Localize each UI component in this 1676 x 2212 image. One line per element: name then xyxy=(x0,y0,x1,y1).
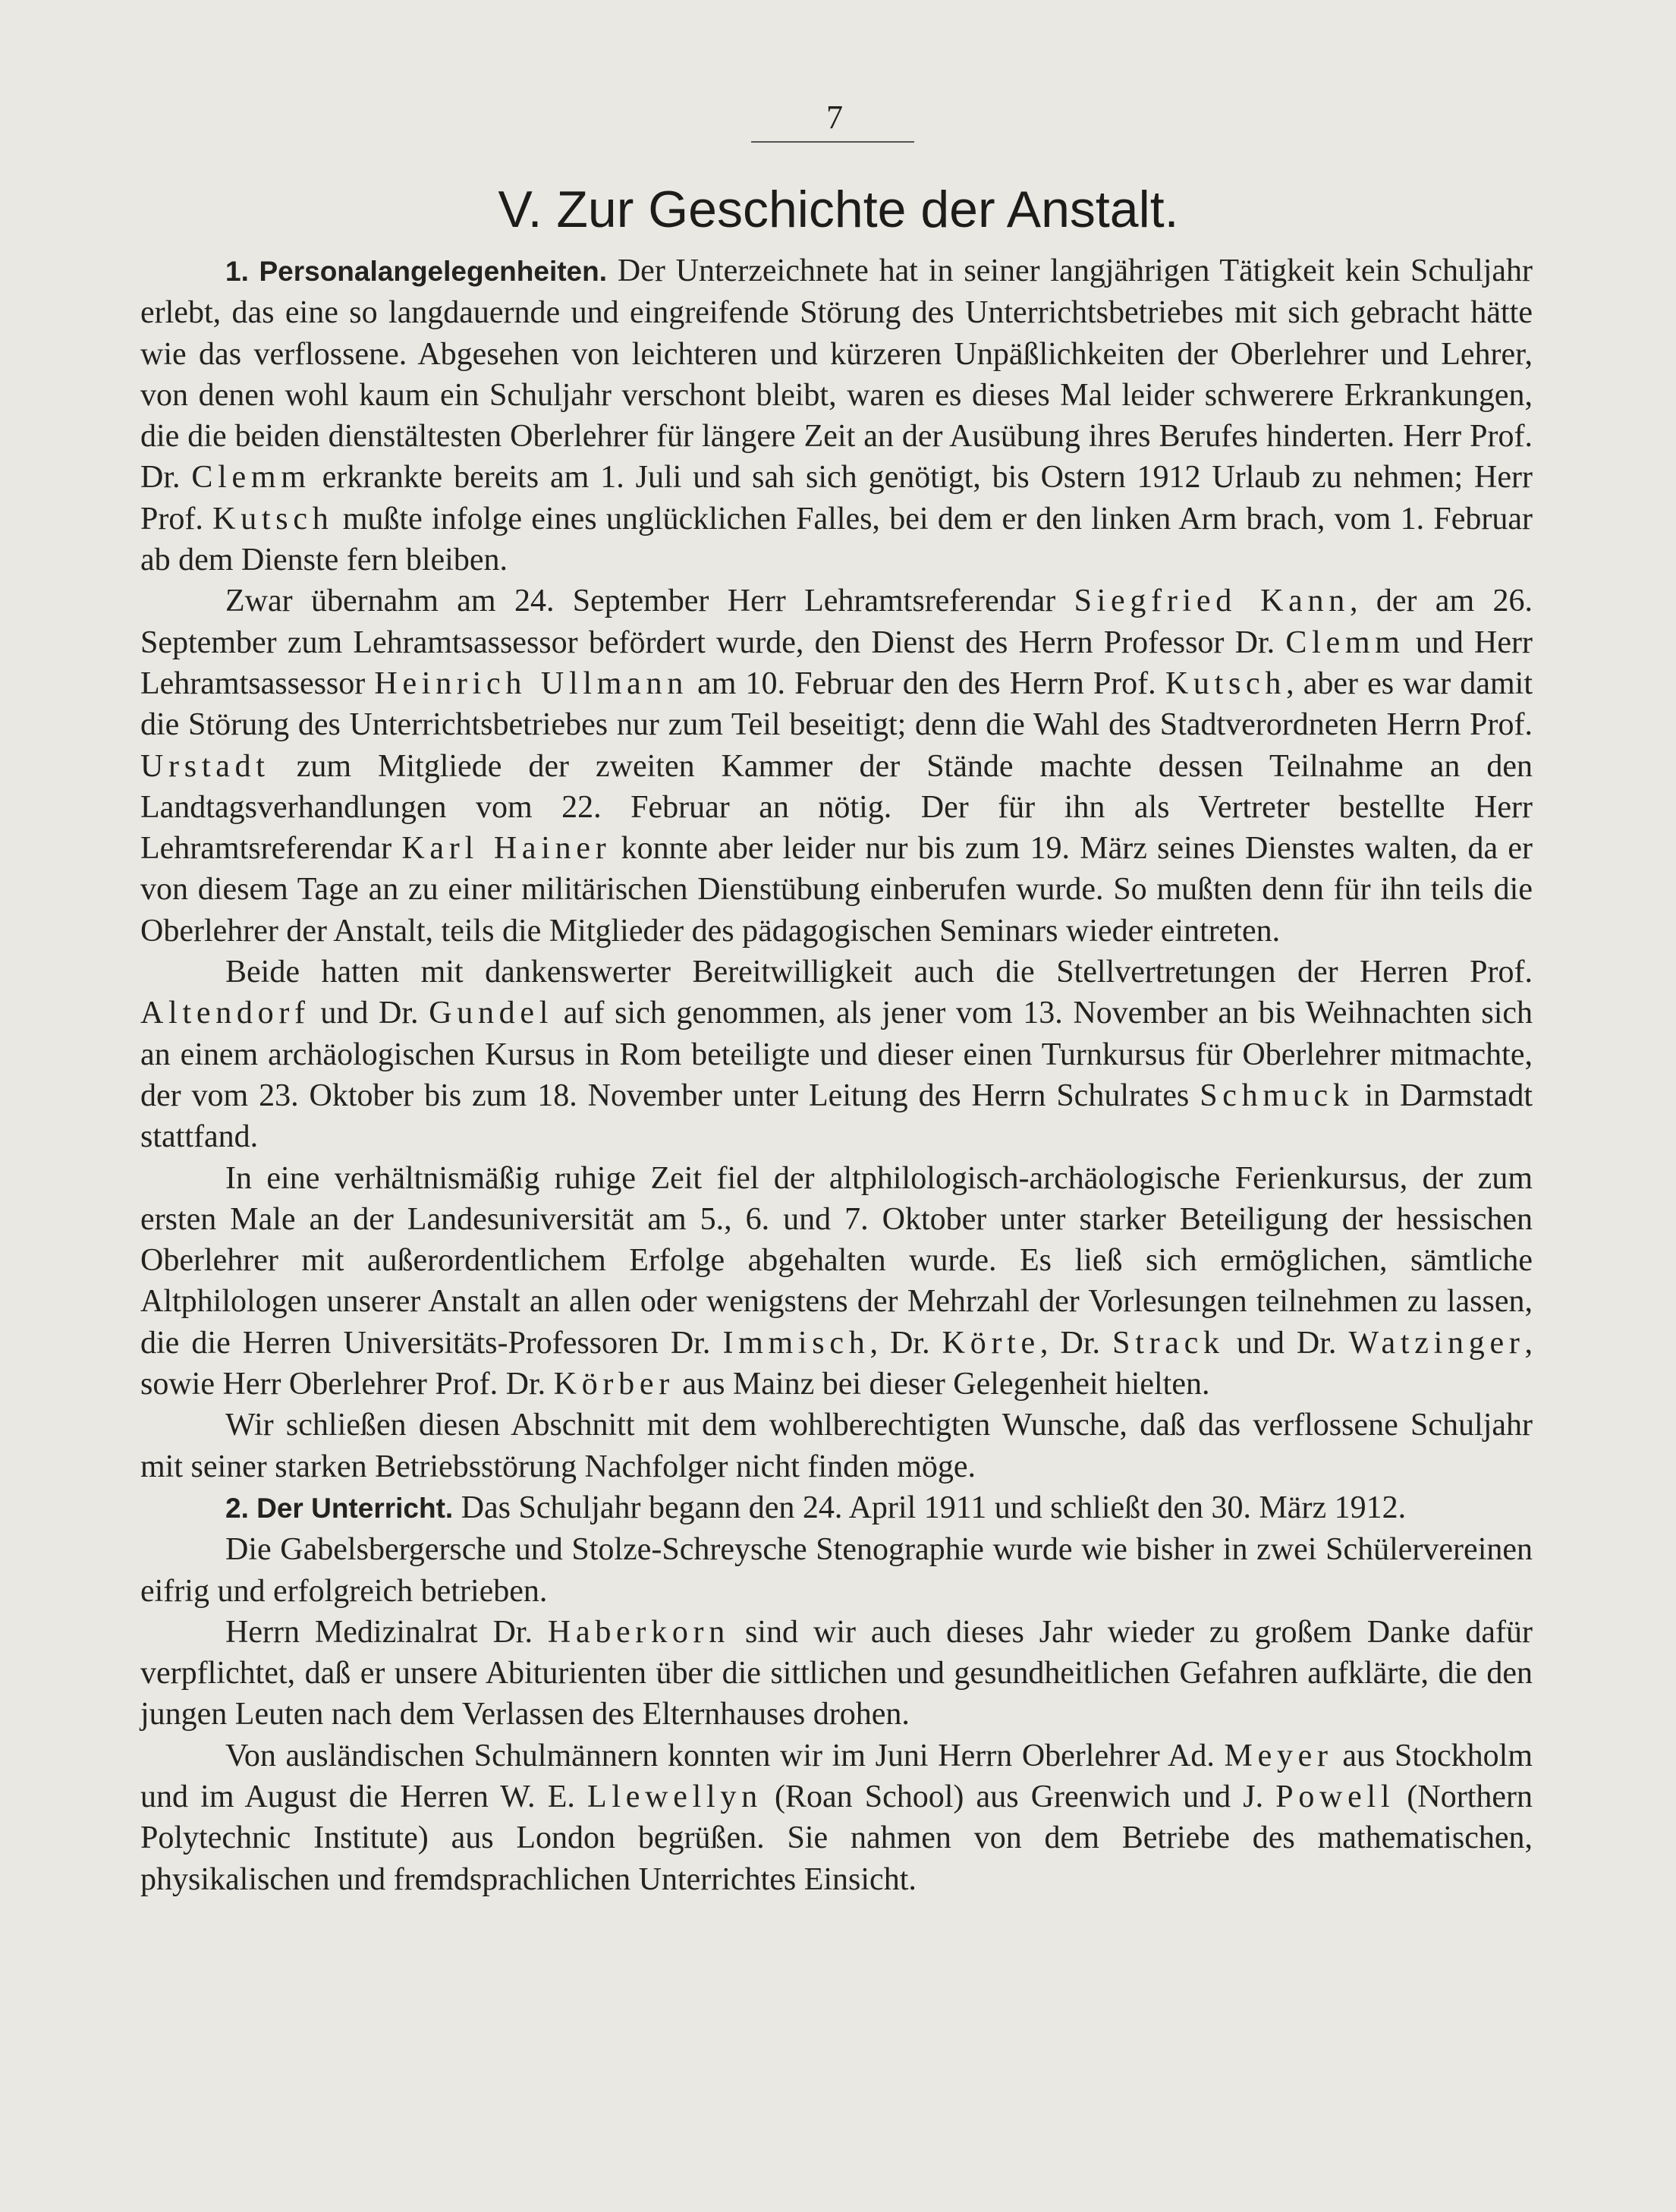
person-name: Gundel xyxy=(429,996,554,1031)
text-run: , aber es war damit die Störung des Unterrichtsbetriebes nur zum Teil beseitigt; denn die Wahl des Stadtverordneten Herrn Prof. xyxy=(140,665,1533,743)
text-run: zum Mitgliede der zweiten Kammer der Stände machte dessen Teilnahme an den Landtagsverhandlungen vom 22. Februar an nötig. Der für ihn als Vertreter bestellte Herr Lehramtsreferendar xyxy=(140,748,1533,867)
person-name: Haberkorn xyxy=(547,1614,730,1650)
text-run: auf sich genommen, als jener vom 13. November an bis Weihnachten sich an einem archäologischen Kursus in Rom beteiligte und dieser einen Turnkursus für Oberlehrer mitmachte, der vom 23. Oktober bis zum 18. November unter Leitung des Herrn Schulrates xyxy=(140,996,1533,1113)
paragraph xyxy=(140,1487,1533,1529)
section-title: 2. Der Unterricht. xyxy=(225,1492,454,1524)
text-run: mußte infolge eines unglücklichen Falles, bei dem er den linken Arm brach, vom 1. Februar ab dem Dienste fern bleiben. xyxy=(140,501,1533,578)
text-run: und Dr. xyxy=(310,996,429,1031)
body-text xyxy=(140,250,1533,1900)
person-name: Karl Hainer xyxy=(401,831,612,867)
section-title: 1. Personalangelegenheiten. xyxy=(225,256,608,287)
text-run: Herrn Medizinalrat Dr. xyxy=(225,1614,548,1650)
text-run: erkrankte bereits am 1. Juli und sah sich genötigt, bis Ostern 1912 Urlaub zu nehmen; Herr Prof. xyxy=(140,460,1533,536)
text-run: und Herr Lehramtsassessor xyxy=(140,625,1533,701)
person-name: Clemm xyxy=(1285,625,1405,660)
paragraph xyxy=(140,581,1533,952)
text-run: Der Unterzeichnete hat in seiner langjährigen Tätigkeit kein Schuljahr erlebt, das eine so langdauernde und eingreifende Störung des Unterrichtsbetriebes mit sich gebracht hätte wie das verflossene. Abgesehen von leichteren und kürzeren Unpäßlichkeiten der Oberlehrer und Lehrer, von denen wohl kaum ein Schuljahr verschont bleibt, waren es dieses Mal leider schwerere Erkrankungen, die die beiden dienstältesten Oberlehrer für längere Zeit an der Ausübung ihres Berufes hinderten. Herr Prof. Dr. xyxy=(140,253,1533,496)
paragraph xyxy=(140,952,1533,1157)
text-run: , sowie Herr Oberlehrer Prof. Dr. xyxy=(140,1325,1533,1402)
paragraph xyxy=(140,1735,1533,1900)
person-name: Strack xyxy=(1112,1325,1225,1361)
person-name: Clemm xyxy=(191,460,311,496)
text-run: in Darmstadt stattfand. xyxy=(140,1078,1533,1155)
person-name: Heinrich Ullmann xyxy=(374,665,688,701)
person-name: Siegfried Kann xyxy=(1074,584,1350,619)
paragraph xyxy=(140,250,1533,581)
text-run: aus Mainz bei dieser Gelegenheit hielten. xyxy=(674,1367,1210,1402)
paragraph xyxy=(140,1612,1533,1735)
text-run: Die Gabelsbergersche und Stolze-Schreysche Stenographie wurde wie bisher in zwei Schülervereinen eifrig und erfolgreich betrieben. xyxy=(140,1532,1533,1609)
text-run: , Dr. xyxy=(1039,1325,1113,1361)
person-name: Llewellyn xyxy=(587,1779,763,1814)
text-run: , der am 26. September zum Lehramtsassessor befördert wurde, den Dienst des Herrn Professor Dr. xyxy=(140,584,1533,660)
text-run: aus Stockholm und im August die Herren W. E. xyxy=(140,1738,1533,1814)
person-name: Meyer xyxy=(1224,1738,1333,1773)
paragraph xyxy=(140,1405,1533,1487)
text-run: (Northern Polytechnic Institute) aus London begrüßen. Sie nahmen von dem Betriebe des mathematischen, physikalischen und fremdsprachlichen Unterrichtes Einsicht. xyxy=(140,1779,1533,1897)
text-run: Wir schließen diesen Abschnitt mit dem wohlberechtigten Wunsche, daß das verflossene Schuljahr mit seiner starken Betriebsstörung Nachfolger nicht finden möge. xyxy=(140,1408,1533,1484)
person-name: Immisch xyxy=(722,1325,870,1361)
person-name: Watzinger xyxy=(1348,1325,1525,1361)
person-name: Altendorf xyxy=(140,996,310,1031)
text-run: (Roan School) aus Greenwich und J. xyxy=(762,1779,1276,1814)
person-name: Schmuck xyxy=(1200,1078,1354,1113)
text-run: Zwar übernahm am 24. September Herr Lehramtsreferendar xyxy=(225,584,1074,619)
text-run: am 10. Februar den des Herrn Prof. xyxy=(687,665,1165,701)
chapter-heading: V. Zur Geschichte der Anstalt. xyxy=(498,181,1179,238)
person-name: Körber xyxy=(553,1367,674,1402)
text-run: Von ausländischen Schulmännern konnten wir im Juni Herrn Oberlehrer Ad. xyxy=(225,1738,1225,1773)
text-run: sind wir auch dieses Jahr wieder zu großem Danke dafür verpflichtet, daß er unsere Abiturienten über die sittlichen und gesundheitlichen Gefahren aufklärte, die den jungen Leuten nach dem Verlassen des Elternhauses drohen. xyxy=(140,1614,1533,1732)
text-run: In eine verhältnismäßig ruhige Zeit fiel der altphilologisch-archäologische Ferienkursus, der zum ersten Male an der Landesuniversität am 5., 6. und 7. Oktober unter starker Beteiligung der hessischen Oberlehrer mit außerordentlichem Erfolge abgehalten wurde. Es ließ sich ermöglichen, sämtliche Altphilologen unserer Anstalt an allen oder wenigstens der Mehrzahl der Vorlesungen teilnehmen zu lassen, die die Herren Universitäts-Professoren Dr. xyxy=(140,1160,1533,1361)
paragraph xyxy=(140,1529,1533,1612)
page-number-rule xyxy=(751,141,914,143)
person-name: Kutsch xyxy=(212,501,334,536)
text-run: Beide hatten mit dankenswerter Bereitwilligkeit auch die Stellvertretungen der Herren Prof. xyxy=(225,955,1533,990)
text-run: konnte aber leider nur bis zum 19. März seines Dienstes walten, da er von diesem Tage an zu einer militärischen Dienstübung einberufen wurde. So mußten denn für ihn teils die Oberlehrer der Anstalt, teils die Mitglieder des pädagogischen Seminars wieder eintreten. xyxy=(140,831,1533,949)
person-name: Powell xyxy=(1275,1779,1395,1814)
text-run: Das Schuljahr begann den 24. April 1911 und schließt den 30. März 1912. xyxy=(453,1490,1407,1525)
person-name: Urstadt xyxy=(140,748,270,784)
paragraph xyxy=(140,1158,1533,1405)
page-number: 7 xyxy=(826,99,843,136)
person-name: Körte xyxy=(942,1325,1040,1361)
text-run: , Dr. xyxy=(869,1325,942,1361)
person-name: Kutsch xyxy=(1165,665,1287,701)
text-run: und Dr. xyxy=(1224,1325,1349,1361)
